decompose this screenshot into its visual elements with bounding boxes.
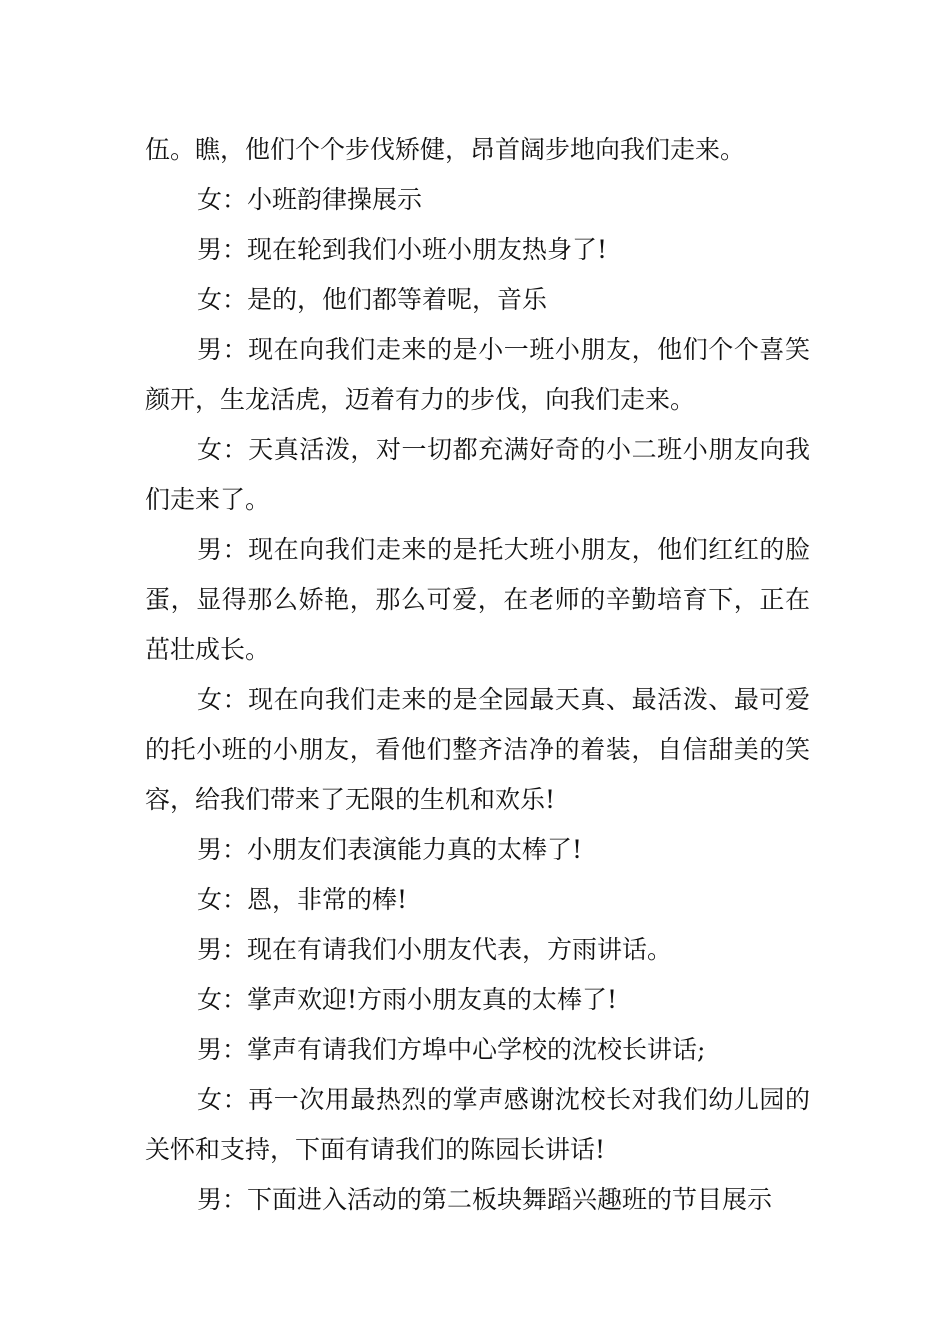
paragraph: 男：现在向我们走来的是小一班小朋友，他们个个喜笑颜开，生龙活虎，迈着有力的步伐，向我们走来。 — [145, 335, 810, 414]
paragraph: 女：天真活泼，对一切都充满好奇的小二班小朋友向我们走来了。 — [145, 435, 810, 514]
paragraph: 男：现在向我们走来的是托大班小朋友，他们红红的脸蛋，显得那么娇艳，那么可爱，在老师的辛勤培育下，正在茁壮成长。 — [145, 535, 810, 664]
document-page — [145, 125, 810, 1225]
paragraph: 女：现在向我们走来的是全园最天真、最活泼、最可爱的托小班的小朋友，看他们整齐洁净的着装，自信甜美的笑容，给我们带来了无限的生机和欢乐! — [145, 685, 810, 814]
paragraph: 女：掌声欢迎!方雨小朋友真的太棒了! — [197, 985, 618, 1014]
paragraph: 男：小朋友们表演能力真的太棒了! — [197, 835, 583, 864]
paragraph: 女：再一次用最热烈的掌声感谢沈校长对我们幼儿园的关怀和支持，下面有请我们的陈园长讲话! — [145, 1085, 810, 1164]
paragraph: 女：恩，非常的棒! — [197, 885, 408, 914]
paragraph: 男：现在有请我们小朋友代表，方雨讲话。 — [197, 935, 673, 964]
paragraph: 女：小班韵律操展示 — [197, 185, 423, 214]
paragraph: 女：是的，他们都等着呢，音乐 — [197, 285, 548, 314]
paragraph: 男：现在轮到我们小班小朋友热身了! — [197, 235, 608, 264]
paragraph: 男：下面进入活动的第二板块舞蹈兴趣班的节目展示 — [197, 1185, 773, 1214]
paragraph: 男：掌声有请我们方埠中心学校的沈校长讲话; — [197, 1035, 706, 1064]
paragraph-continuation: 伍。瞧，他们个个步伐矫健，昂首阔步地向我们走来。 — [145, 135, 746, 164]
